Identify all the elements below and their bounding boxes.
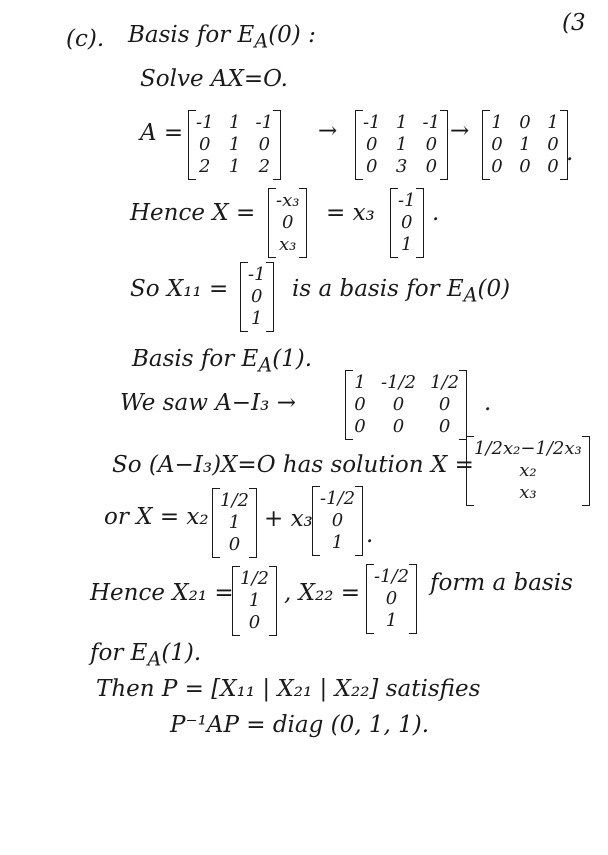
matrix-cell: 0 xyxy=(354,416,366,437)
a-equals: A = xyxy=(140,120,184,146)
vector-basis xyxy=(390,188,424,258)
matrix-cell: 0 xyxy=(547,156,559,177)
arrow-1: → xyxy=(318,118,338,144)
vector-entry: -1 xyxy=(398,190,416,211)
heading-e0-tail: (0) : xyxy=(268,22,316,48)
vector-entry: 1 xyxy=(385,610,398,631)
solve-line: Solve AX=O. xyxy=(140,66,288,92)
matrix-cell: 0 xyxy=(425,156,438,177)
matrix-cell: 1 xyxy=(228,156,241,177)
form-basis: form a basis xyxy=(430,570,573,596)
heading-e1-text: Basis for E xyxy=(132,346,259,372)
matrix-cell: 0 xyxy=(199,134,211,155)
matrix-cell: 0 xyxy=(354,394,366,415)
equals-x3: = x₃ xyxy=(326,200,375,226)
plus-x3: + x₃ xyxy=(264,506,313,532)
vector-entry: 1 xyxy=(251,308,263,329)
matrix-cell: 0 xyxy=(491,134,503,155)
part-label: (c). xyxy=(66,26,105,52)
matrix-cell: 1 xyxy=(491,112,503,133)
matrix-cell: -1/2 xyxy=(381,372,417,393)
matrix-cell: -1 xyxy=(422,112,441,133)
matrix-cell: -1 xyxy=(255,112,274,133)
matrix-cell: 0 xyxy=(519,156,531,177)
matrix-cell: 0 xyxy=(438,394,451,415)
p-inverse-line: P⁻¹AP = diag (0, 1, 1). xyxy=(170,712,430,738)
vector-entry: 0 xyxy=(228,534,241,555)
heading-e0-text: Basis for E xyxy=(128,22,255,48)
matrix-cell: 0 xyxy=(366,134,378,155)
heading-e1-sub: A xyxy=(258,353,273,377)
for-e1-tail: (1). xyxy=(161,640,202,666)
matrix-cell: -1 xyxy=(363,112,381,133)
matrix-cell: -1 xyxy=(196,112,214,133)
vector-b xyxy=(312,486,363,556)
vector-entry: 1/2 xyxy=(240,568,269,589)
vector-entry: -1/2 xyxy=(374,566,410,587)
matrix-cell: 0 xyxy=(519,112,531,133)
matrix-cell: 1 xyxy=(228,134,241,155)
matrix-cell: 2 xyxy=(258,156,271,177)
vector-x22 xyxy=(366,564,417,634)
vector-entry: 1 xyxy=(401,234,413,255)
is-basis-tail: (0) xyxy=(477,276,511,302)
vector-entry: -1 xyxy=(248,264,266,285)
vector-entry: 1 xyxy=(248,590,261,611)
is-basis-e0 xyxy=(292,276,510,309)
matrix-cell: 1 xyxy=(547,112,559,133)
heading-e0 xyxy=(128,22,316,55)
matrix-cell: 0 xyxy=(392,394,405,415)
matrix-cell: 0 xyxy=(366,156,378,177)
matrix-cell: 0 xyxy=(547,134,559,155)
vector-entry: 1/2 xyxy=(220,490,249,511)
vector-entry: 0 xyxy=(248,612,261,633)
vector-entry: 0 xyxy=(401,212,413,233)
arrow-2: → xyxy=(450,118,470,144)
is-basis-sub: A xyxy=(463,283,478,307)
vector-a xyxy=(212,488,257,558)
vector-x11 xyxy=(240,262,274,332)
matrix-row-reduced-1 xyxy=(355,110,448,180)
heading-e0-sub: A xyxy=(254,29,269,53)
then-p-line: Then P = [X₁₁ | X₂₁ | X₂₂] satisfies xyxy=(96,676,481,702)
for-e1-sub: A xyxy=(147,647,162,671)
matrix-a-minus-i xyxy=(345,370,467,440)
vector-entry: 0 xyxy=(282,212,294,233)
so-solution-line: So (A−I₃)X=O has solution X = xyxy=(112,452,474,478)
or-x-line: or X = x₂ xyxy=(104,504,209,530)
matrix-cell: 1 xyxy=(395,112,408,133)
vector-x21 xyxy=(232,566,277,636)
for-e1 xyxy=(90,640,201,673)
matrix-cell: 3 xyxy=(395,156,408,177)
vector-entry: x₃ xyxy=(279,234,297,255)
matrix-cell: 0 xyxy=(491,156,503,177)
heading-e1-tail: (1). xyxy=(272,346,313,372)
dot-after-matrix: . xyxy=(484,390,492,416)
matrix-cell: 1 xyxy=(395,134,408,155)
matrix-cell: 0 xyxy=(425,134,438,155)
vector-entry: 1 xyxy=(228,512,241,533)
hence-x-line: Hence X = xyxy=(130,200,256,226)
matrix-cell: 1 xyxy=(519,134,531,155)
matrix-cell: 2 xyxy=(199,156,211,177)
matrix-cell: 0 xyxy=(258,134,271,155)
vector-entry: 1 xyxy=(331,532,344,553)
vector-entry: 0 xyxy=(251,286,263,307)
so-x11-line: So X₁₁ = xyxy=(130,276,229,302)
vector-entry: 0 xyxy=(331,510,344,531)
dot-after-vector: . xyxy=(432,200,440,226)
dot-after-vectors: . xyxy=(366,522,374,548)
vector-entry: 1/2x₂−1/2x₃ xyxy=(474,438,582,459)
matrix-row-reduced-2 xyxy=(482,110,568,180)
vector-entry: -x₃ xyxy=(276,190,300,211)
vector-entry: x₂ xyxy=(519,460,537,481)
for-e1-text: for E xyxy=(90,640,148,666)
matrix-a xyxy=(188,110,281,180)
vector-entry: 0 xyxy=(385,588,398,609)
heading-e1 xyxy=(132,346,312,379)
end-dot: . xyxy=(566,140,574,166)
vector-solution xyxy=(466,436,590,506)
comma-x22: , X₂₂ = xyxy=(284,580,361,606)
matrix-cell: 1 xyxy=(228,112,241,133)
vector-x xyxy=(268,188,307,258)
vector-entry: x₃ xyxy=(519,482,537,503)
matrix-cell: 1/2 xyxy=(430,372,460,393)
hence-x21-line: Hence X₂₁ = xyxy=(90,580,234,606)
matrix-cell: 0 xyxy=(392,416,405,437)
vector-entry: -1/2 xyxy=(320,488,356,509)
we-saw-line: We saw A−I₃ → xyxy=(120,390,296,416)
page-number: (3 xyxy=(562,10,586,36)
matrix-cell: 0 xyxy=(438,416,451,437)
matrix-cell: 1 xyxy=(354,372,366,393)
is-basis-text: is a basis for E xyxy=(292,276,464,302)
